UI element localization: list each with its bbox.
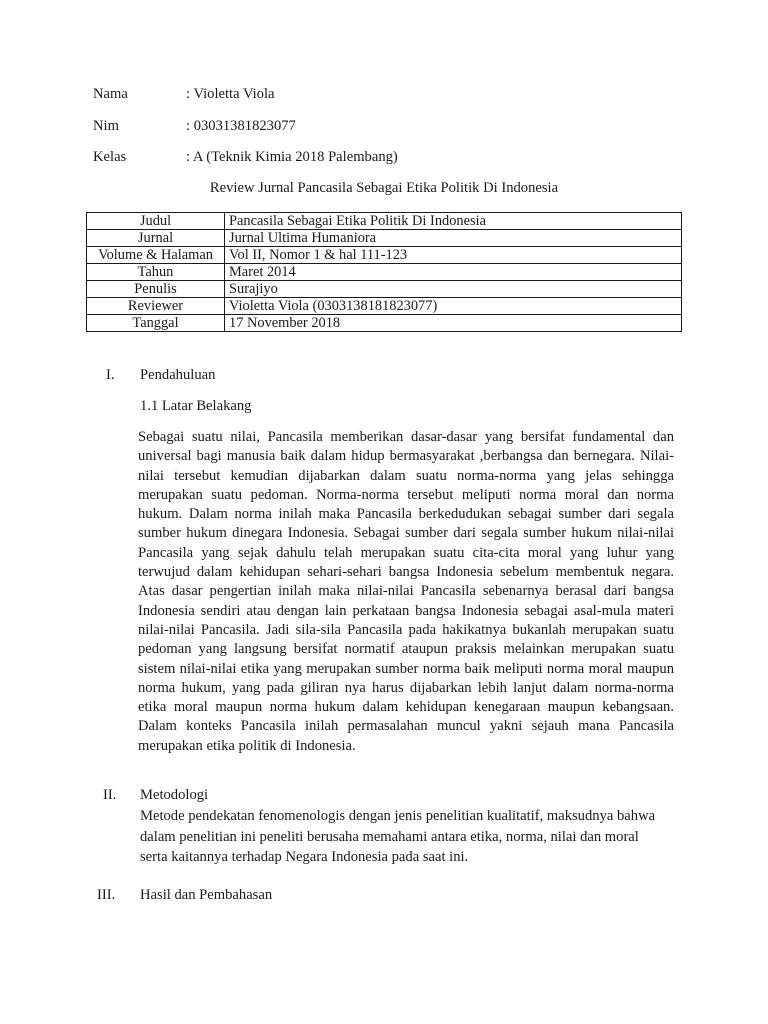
table-row [87, 247, 682, 264]
section-2-number: II. [103, 787, 117, 803]
nama-value: : Violetta Viola [186, 86, 275, 102]
nama-label: Nama [93, 86, 128, 102]
review-title: Review Jurnal Pancasila Sebagai Etika Politik Di Indonesia [209, 180, 559, 196]
table-row [87, 298, 682, 315]
table-key: Jurnal [87, 230, 225, 247]
section-1-title: Pendahuluan [140, 367, 216, 383]
subsection-heading: 1.1 Latar Belakang [140, 398, 252, 414]
table-key: Tahun [87, 264, 225, 281]
nim-label: Nim [93, 118, 119, 134]
table-key: Tanggal [87, 315, 225, 332]
section-3-title: Hasil dan Pembahasan [140, 887, 273, 903]
table-row [87, 315, 682, 332]
kelas-value: : A (Teknik Kimia 2018 Palembang) [186, 149, 398, 165]
table-key: Reviewer [87, 298, 225, 315]
table-value: Jurnal Ultima Humaniora [225, 230, 682, 247]
section-2-body: Metode pendekatan fenomenologis dengan jenis penelitian kualitatif, maksudnya bahwa dalam penelitian ini peneliti berusaha memahami antara etika, norma, nilai dan moral serta kaitannya terhadap Negara Indonesia pada saat ini. [140, 808, 656, 866]
table-key: Judul [87, 213, 225, 230]
table-key: Penulis [87, 281, 225, 298]
kelas-label: Kelas [93, 149, 127, 165]
table-row [87, 264, 682, 281]
section-3-number: III. [97, 887, 116, 903]
section-1-number: I. [106, 367, 115, 383]
table-value: Violetta Viola (0303138181823077) [225, 298, 682, 315]
section-2-title: Metodologi [140, 787, 209, 803]
journal-info-table [86, 212, 682, 332]
table-value: Surajiyo [225, 281, 682, 298]
table-value: Pancasila Sebagai Etika Politik Di Indonesia [225, 213, 682, 230]
nim-value: : 03031381823077 [186, 118, 296, 134]
table-row [87, 281, 682, 298]
section-1-body: Sebagai suatu nilai, Pancasila memberikan dasar-dasar yang bersifat fundamental dan universal bagi manusia baik dalam hidup bermasyarakat ,berbangsa dan bernegara. Nilai-nilai tersebut kemudian dijabarkan dalam suatu norma-norma yang jelas sehingga merupakan suatu pedoman. Norma-norma tersebut meliputi norma moral dan norma hukum. Dalam norma inilah maka Pancasila berkedudukan sebagai sumber dari segala sumber hukum dinegara Indonesia. Sebagai sumber dari segala sumber hukum nilai-nilai Pancasila yang sejak dahulu telah merupakan suatu cita-cita moral yang luhur yang terwujud dalam kehidupan sehari-sehari bangsa Indonesia sebelum membentuk negara. Atas dasar pengertian inilah maka nilai-nilai Pancasila sebenarnya berasal dari bangsa Indonesia sendiri atau dengan lain perkataan bangsa Indonesia sebagai asal-mula materi nilai-nilai Pancasila. Jadi sila-sila Pancasila pada hakikatnya bukanlah merupakan suatu pedoman yang langsung bersifat normatif ataupun praksis melainkan merupakan suatu sistem nilai-nilai etika yang merupakan sumber norma baik meliputi norma moral maupun norma hukum, yang pada giliran nya harus dijabarkan lebih lanjut dalam norma-norma etika moral maupun norma hukum dalam kehidupan kenegaraan maupun kebangsaan. Dalam konteks Pancasila inilah permasalahan muncul yakni sejauh mana Pancasila merupakan etika politik di Indonesia. [138, 429, 674, 754]
table-value: Vol II, Nomor 1 & hal 111-123 [225, 247, 682, 264]
table-row [87, 213, 682, 230]
table-value: Maret 2014 [225, 264, 682, 281]
table-row [87, 230, 682, 247]
table-key: Volume & Halaman [87, 247, 225, 264]
table-value: 17 November 2018 [225, 315, 682, 332]
